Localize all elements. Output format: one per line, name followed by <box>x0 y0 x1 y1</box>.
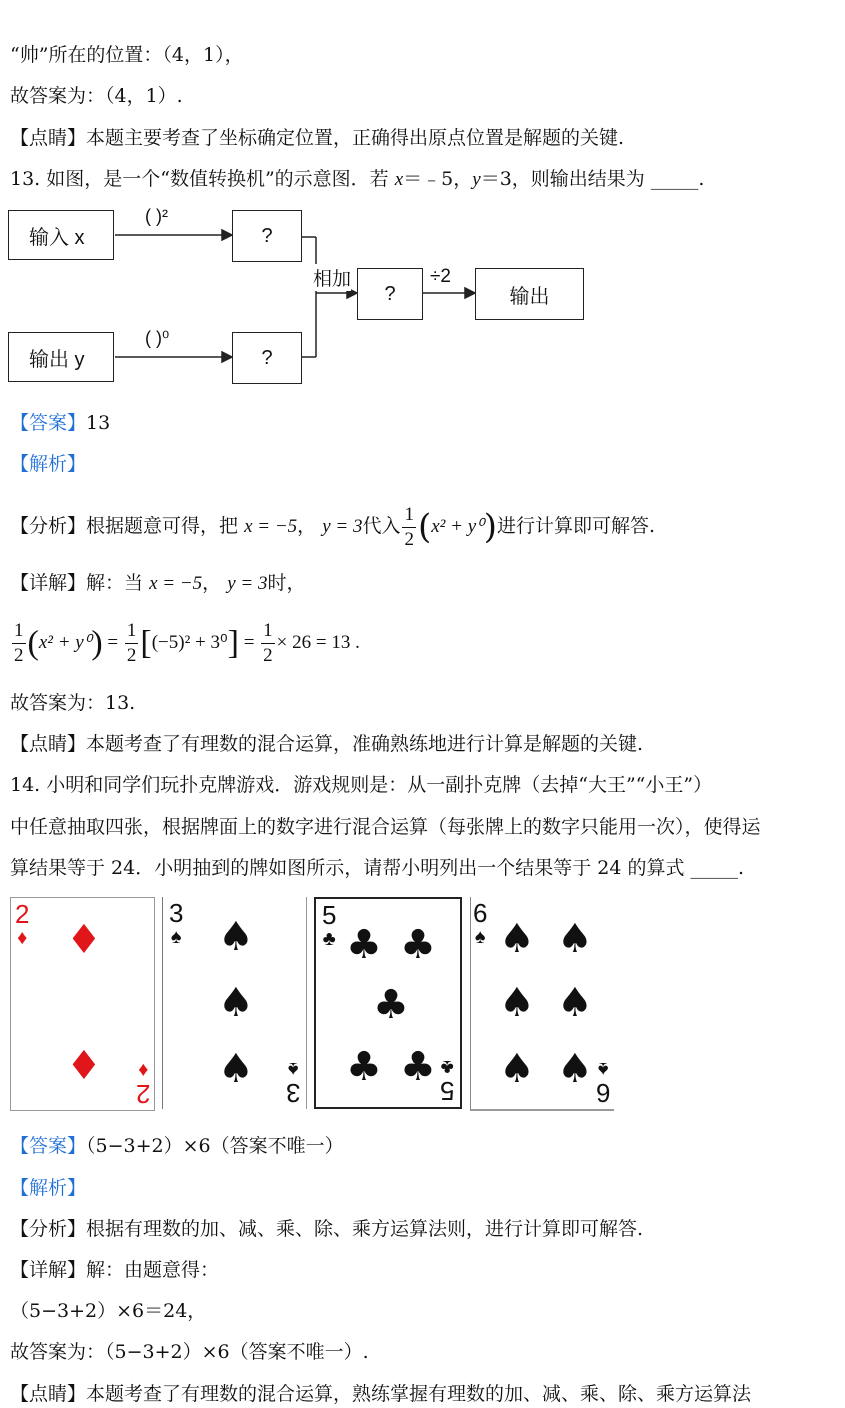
dianjing-text: 本题考查了有理数的混合运算，准确熟练地进行计算是解题的关键. <box>86 733 644 755</box>
tag-dianjing: 【点睛】 <box>10 127 87 149</box>
club-icon: ♣ <box>346 922 382 968</box>
answer-13 <box>10 411 110 435</box>
spade-icon: ♠ <box>557 916 593 962</box>
fraction-half: $\frac{1}{2}$ <box>404 503 414 550</box>
fraction-half: $\frac{1}{2}$ <box>263 620 273 667</box>
calculation-14: （5−3+2）×6＝24， <box>10 1300 207 1322</box>
divide-label: ÷2 <box>430 266 451 287</box>
question-14-line: 中任意抽取四张，根据牌面上的数字进行混合运算（每张牌上的数字只能用一次），使得运 <box>10 816 761 838</box>
playing-card-3-spades <box>162 897 307 1109</box>
xiangjie-text: 解：当 <box>86 572 144 594</box>
card-rank: 2 ♦ <box>15 899 30 949</box>
question-box: ? <box>232 210 302 262</box>
zero-power-operator: ( )⁰ <box>145 328 170 348</box>
calculation-13: $\frac{1}{2}$ (x² + y⁰) = $\frac{1}{2}$ [(−5)² + 3⁰] = $\frac{1}{2}$ × 26 = 13 . <box>14 620 360 667</box>
playing-card-5-clubs <box>314 897 462 1109</box>
question-box: ? <box>232 332 302 384</box>
diamond-icon: ♦ <box>66 1043 102 1089</box>
math-bracket-inner: (−5)² + 3⁰ <box>151 632 228 653</box>
text-line: 故答案为：（4，1）. <box>10 85 183 107</box>
tag-dianjing: 【点睛】 <box>10 1383 87 1405</box>
fraction-half: $\frac{1}{2}$ <box>126 620 137 667</box>
card-rank: 5 ♣ <box>439 1056 454 1106</box>
fenxi-13: 【分析】根据题意可得，把 x = −5， y = 3代入 $\frac{1}{2}$ (x² + y⁰)进行计算即可解答. <box>10 503 656 550</box>
xiangjie-13: 【详解】解：当 x = −5， y = 3时， <box>10 572 306 594</box>
question-box: ? <box>357 268 423 320</box>
q13-var-y: y <box>472 169 481 190</box>
output-box: 输出 <box>475 268 584 320</box>
playing-card-2-diamonds <box>10 897 155 1111</box>
card-rank: 6 ♠ <box>595 1058 610 1108</box>
math-sum: x² + y⁰ <box>38 632 92 653</box>
spade-icon: ♠ <box>499 1046 535 1092</box>
club-icon: ♣ <box>400 1044 436 1090</box>
dianjing-text: 本题主要考查了坐标确定位置，正确得出原点位置是解题的关键. <box>86 127 625 149</box>
card-rank: 5 ♣ <box>322 900 337 950</box>
tag-answer: 【答案】 <box>10 412 87 434</box>
diamond-icon: ♦ <box>66 917 102 963</box>
question-14-line: 14. 小明和同学们玩扑克牌游戏．游戏规则是：从一副扑克牌（去掉“大王”“小王”） <box>10 774 713 796</box>
text-line: “帅”所在的位置：（4，1）， <box>10 44 244 66</box>
add-label: 相加 <box>313 264 351 291</box>
input-x-box: 输入 x <box>8 210 114 260</box>
club-icon: ♣ <box>346 1044 382 1090</box>
math-y-eq: y = 3 <box>227 573 268 594</box>
spade-icon: ♠ <box>218 1046 254 1092</box>
q13-text: ＝3，则输出结果为 _____. <box>480 168 705 190</box>
q13-text: 13. 如图，是一个“数值转换机”的示意图．若 <box>10 168 395 190</box>
answer-value: 13 <box>86 412 111 434</box>
tag-analysis: 【解析】 <box>10 1177 87 1199</box>
tag-analysis: 【解析】 <box>10 453 87 475</box>
output-y-box: 输出 y <box>8 332 114 382</box>
spade-icon: ♠ <box>218 980 254 1026</box>
spade-icon: ♠ <box>499 916 535 962</box>
math-x-eq: x = −5 <box>149 573 203 594</box>
card-rank: 3 ♠ <box>285 1058 300 1108</box>
dianjing-text: 本题考查了有理数的混合运算，熟练掌握有理数的加、减、乘、除、乘方运算法 <box>86 1383 752 1405</box>
fenxi-text: 根据有理数的加、减、乘、除、乘方运算法则，进行计算即可解答. <box>86 1218 644 1240</box>
tag-fenxi: 【分析】 <box>10 1218 87 1240</box>
dianjing-13 <box>10 732 643 756</box>
tag-fenxi: 【分析】 <box>10 515 87 537</box>
math-result: × 26 = 13 . <box>276 632 360 653</box>
playing-card-6-spades <box>470 897 614 1111</box>
dianjing-14 <box>10 1382 751 1406</box>
tag-answer: 【答案】 <box>10 1135 87 1157</box>
q13-var-x: x <box>394 169 404 190</box>
answer-14 <box>10 1134 344 1158</box>
spade-icon: ♠ <box>218 914 254 960</box>
fenxi-text: 根据题意可得，把 <box>86 515 239 537</box>
question-14-line: 算结果等于 24．小明抽到的牌如图所示，请帮小明列出一个结果等于 24 的算式 _____. <box>10 857 745 879</box>
q13-text: ＝﹣5， <box>403 168 473 190</box>
xiangjie-text: 时， <box>267 572 306 594</box>
answer-value: （5−3+2）×6（答案不唯一） <box>86 1135 344 1157</box>
text-line: 故答案为：（5−3+2）×6（答案不唯一）. <box>10 1341 369 1363</box>
club-icon: ♣ <box>400 922 436 968</box>
text-line: 故答案为：13. <box>10 692 136 714</box>
fraction-half: $\frac{1}{2}$ <box>14 620 24 667</box>
tag-xiangjie: 【详解】 <box>10 572 87 594</box>
xiangjie-14 <box>10 1258 219 1282</box>
spade-icon: ♠ <box>499 980 535 1026</box>
math-y-eq: y = 3 <box>322 516 363 537</box>
tag-xiangjie: 【详解】 <box>10 1259 87 1281</box>
fenxi-text: 代入 <box>362 515 401 537</box>
fenxi-14 <box>10 1217 643 1241</box>
math-sum: x² + y⁰ <box>431 516 484 537</box>
square-operator: ( )² <box>145 206 168 226</box>
card-rank: 3 ♠ <box>169 898 184 948</box>
card-rank: 6 ♠ <box>473 898 488 948</box>
math-x-eq: x = −5 <box>244 516 298 537</box>
tag-dianjing: 【点睛】 <box>10 733 87 755</box>
fenxi-text: 进行计算即可解答. <box>497 515 656 537</box>
xiangjie-text: 解：由题意得： <box>86 1259 220 1281</box>
card-rank: 2 ♦ <box>135 1059 150 1109</box>
club-icon: ♣ <box>373 982 409 1028</box>
spade-icon: ♠ <box>557 980 593 1026</box>
spade-icon: ♠ <box>557 1046 593 1092</box>
